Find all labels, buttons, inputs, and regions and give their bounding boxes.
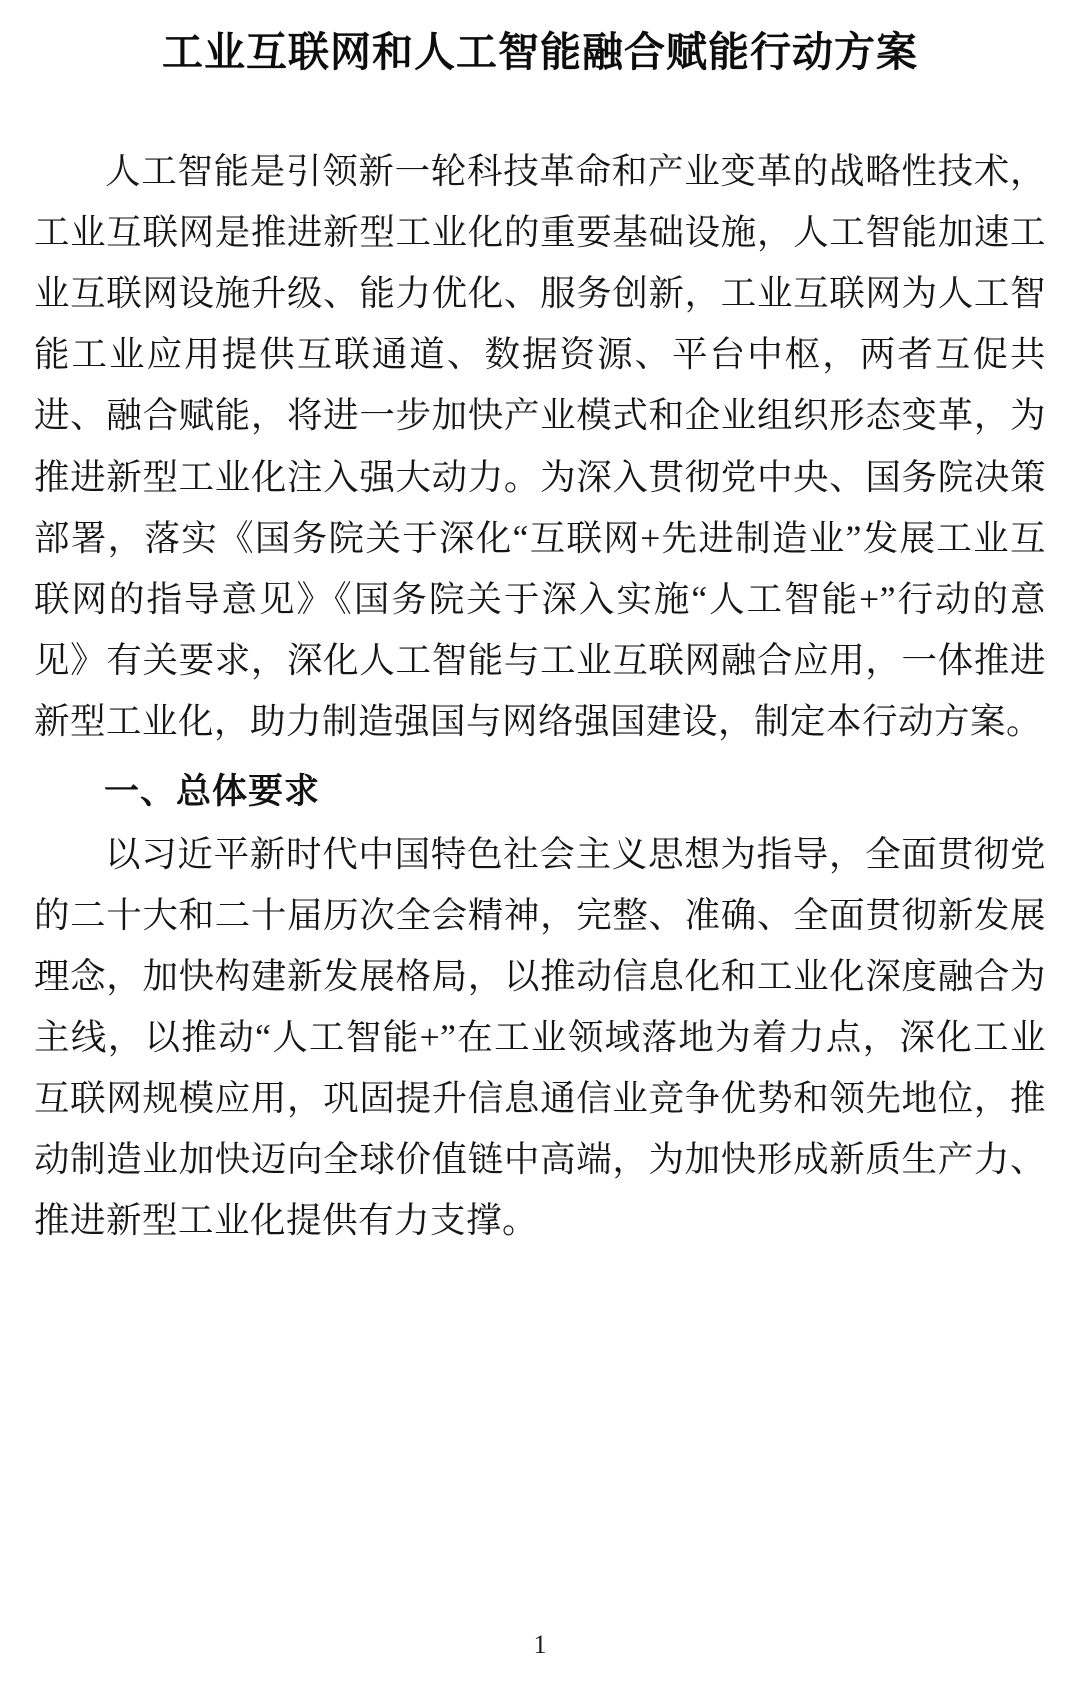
document-body bbox=[0, 141, 1080, 1251]
page-number: 1 bbox=[533, 1630, 547, 1659]
paragraph-intro: 人工智能是引领新一轮科技革命和产业变革的战略性技术，工业互联网是推进新型工业化的重要基础设施，人工智能加速工业互联网设施升级、能力优化、服务创新，工业互联网为人工智能工业应用提供互联通道、数据资源、平台中枢，两者互促共进、融合赋能，将进一步加快产业模式和企业组织形态变革，为推进新型工业化注入强大动力。为深入贯彻党中央、国务院决策部署，落实《国务院关于深化“互联网+先进制造业”发展工业互联网的指导意见》《国务院关于深入实施“人工智能+”行动的意见》有关要求，深化人工智能与工业互联网融合应用，一体推进新型工业化，助力制造强国与网络强国建设，制定本行动方案。 bbox=[34, 151, 1046, 741]
paragraph-section-1: 以习近平新时代中国特色社会主义思想为指导，全面贯彻党的二十大和二十届历次全会精神，完整、准确、全面贯彻新发展理念，加快构建新发展格局，以推动信息化和工业化深度融合为主线，以推动“人工智能+”在工业领域落地为着力点，深化工业互联网规模应用，巩固提升信息通信业竞争优势和领先地位，推动制造业加快迈向全球价值链中高端，为加快形成新质生产力、推进新型工业化提供有力支撑。 bbox=[34, 833, 1046, 1241]
section-heading-overall-requirements: 一、总体要求 bbox=[104, 771, 321, 812]
page-title: 工业互联网和人工智能融合赋能行动方案 bbox=[162, 28, 918, 76]
